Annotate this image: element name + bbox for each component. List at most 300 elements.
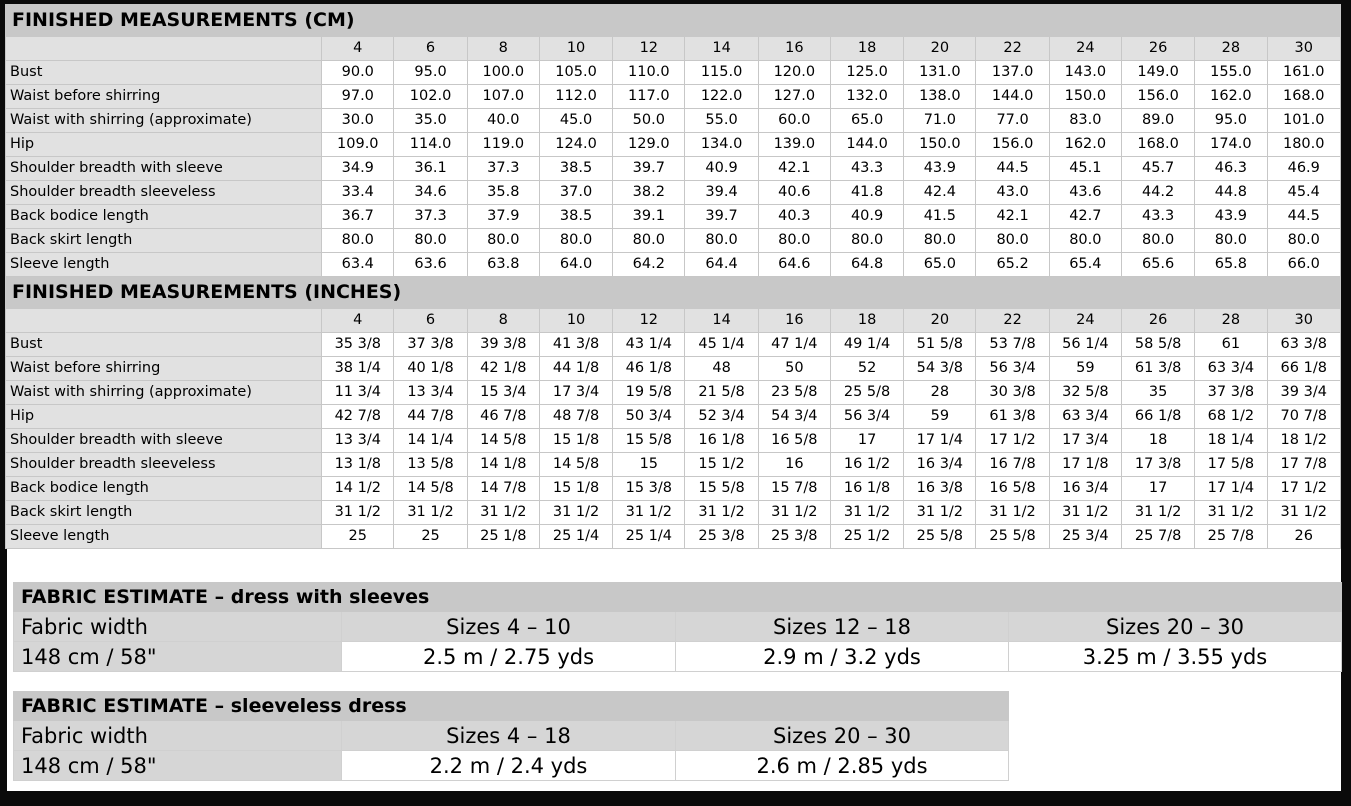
measurement-value: 43.0 [976,181,1049,205]
measurement-value: 40.9 [830,205,903,229]
measurement-value: 34.6 [394,181,467,205]
measurement-value: 31 1/2 [394,501,467,525]
size-header-blank [6,37,322,61]
measurement-value: 25 5/8 [976,525,1049,549]
measurement-value: 80.0 [1267,229,1341,253]
size-header-cell: 14 [685,37,758,61]
measurement-value: 41 3/8 [539,333,612,357]
size-header-cell: 26 [1121,309,1194,333]
measurement-value: 39 3/8 [467,333,539,357]
measurement-value: 17 [1121,477,1194,501]
measurement-value: 42.1 [758,157,830,181]
fabric-width-label: Fabric width [14,721,342,751]
measurement-value: 30 3/8 [976,381,1049,405]
measurement-value: 31 1/2 [1121,501,1194,525]
measurement-value: 143.0 [1049,61,1121,85]
measurement-value: 109.0 [322,133,394,157]
size-header-cell: 14 [685,309,758,333]
measurement-value: 37.3 [394,205,467,229]
measurement-value: 14 1/8 [467,453,539,477]
size-range-header: Sizes 4 – 18 [342,721,676,751]
fabric-estimate-sleeveless-table [13,691,1009,781]
measurement-value: 13 5/8 [394,453,467,477]
measurement-value: 30.0 [322,109,394,133]
measurement-value: 66.0 [1267,253,1341,277]
measurement-value: 66 1/8 [1121,405,1194,429]
measurement-value: 43.9 [904,157,976,181]
measurement-label: Bust [6,333,322,357]
fabric-width-value: 148 cm / 58" [14,642,342,672]
measurement-value: 25 3/8 [758,525,830,549]
measurement-value: 15 [613,453,685,477]
measurement-value: 25 3/8 [685,525,758,549]
measurement-label: Waist before shirring [6,85,322,109]
measurement-value: 50.0 [613,109,685,133]
measurement-value: 32 5/8 [1049,381,1121,405]
measurement-value: 16 3/4 [1049,477,1121,501]
measurement-value: 101.0 [1267,109,1341,133]
fabric-estimate-sleeves-table [13,582,1342,672]
measurement-value: 14 5/8 [539,453,612,477]
measurement-value: 17 [830,429,903,453]
measurement-value: 51 5/8 [904,333,976,357]
measurement-value: 80.0 [976,229,1049,253]
measurement-value: 47 1/4 [758,333,830,357]
measurement-value: 60.0 [758,109,830,133]
table-row [6,381,1341,405]
measurement-value: 15 5/8 [613,429,685,453]
measurement-value: 14 5/8 [467,429,539,453]
measurement-value: 21 5/8 [685,381,758,405]
measurement-value: 161.0 [1267,61,1341,85]
fabric-amount: 2.9 m / 3.2 yds [676,642,1009,672]
measurement-value: 124.0 [539,133,612,157]
size-header-cell: 22 [976,37,1049,61]
measurement-label: Hip [6,133,322,157]
measurement-value: 45.4 [1267,181,1341,205]
measurement-value: 180.0 [1267,133,1341,157]
measurement-value: 31 1/2 [830,501,903,525]
measurement-value: 132.0 [830,85,903,109]
measurement-value: 13 1/8 [322,453,394,477]
measurement-value: 37.0 [539,181,612,205]
measurement-value: 117.0 [613,85,685,109]
measurement-value: 31 1/2 [758,501,830,525]
measurement-value: 90.0 [322,61,394,85]
measurement-value: 28 [904,381,976,405]
measurement-value: 15 1/8 [539,429,612,453]
measurement-value: 25 1/4 [539,525,612,549]
measurement-value: 16 7/8 [976,453,1049,477]
measurement-value: 80.0 [613,229,685,253]
table-row [6,453,1341,477]
table-row [6,501,1341,525]
section-title: FINISHED MEASUREMENTS (CM) [6,5,1341,37]
measurement-value: 115.0 [685,61,758,85]
measurement-value: 38.2 [613,181,685,205]
measurement-value: 95.0 [394,61,467,85]
measurement-value: 25 [394,525,467,549]
measurement-label: Hip [6,405,322,429]
measurement-value: 110.0 [613,61,685,85]
measurement-value: 18 1/4 [1195,429,1267,453]
measurement-value: 65.4 [1049,253,1121,277]
measurement-value: 59 [904,405,976,429]
size-header-cell: 10 [539,37,612,61]
measurement-value: 149.0 [1121,61,1194,85]
measurement-value: 38.5 [539,205,612,229]
size-header-cell: 16 [758,37,830,61]
measurement-value: 144.0 [976,85,1049,109]
measurement-value: 42 1/8 [467,357,539,381]
measurement-value: 64.4 [685,253,758,277]
measurement-value: 16 [758,453,830,477]
measurement-value: 15 3/8 [613,477,685,501]
size-header-cell: 28 [1195,309,1267,333]
measurement-value: 54 3/8 [904,357,976,381]
measurement-value: 45.1 [1049,157,1121,181]
size-header-cell: 26 [1121,37,1194,61]
measurement-value: 63.4 [322,253,394,277]
measurement-value: 15 3/4 [467,381,539,405]
measurement-value: 46 7/8 [467,405,539,429]
measurement-value: 39 3/4 [1267,381,1341,405]
measurement-value: 65.0 [830,109,903,133]
measurement-value: 80.0 [539,229,612,253]
measurement-value: 137.0 [976,61,1049,85]
measurement-value: 31 1/2 [1267,501,1341,525]
measurement-value: 125.0 [830,61,903,85]
measurement-value: 95.0 [1195,109,1267,133]
measurement-label: Shoulder breadth sleeveless [6,453,322,477]
measurement-value: 49 1/4 [830,333,903,357]
size-header-cell: 18 [830,309,903,333]
measurement-value: 80.0 [1049,229,1121,253]
measurement-value: 144.0 [830,133,903,157]
measurement-value: 26 [1267,525,1341,549]
size-header-cell: 30 [1267,37,1341,61]
size-header-cell: 8 [467,309,539,333]
measurement-value: 46.9 [1267,157,1341,181]
measurement-value: 14 1/2 [322,477,394,501]
measurement-value: 131.0 [904,61,976,85]
measurement-label: Shoulder breadth with sleeve [6,157,322,181]
measurement-value: 37.3 [467,157,539,181]
measurement-value: 17 1/4 [1195,477,1267,501]
measurement-value: 17 3/8 [1121,453,1194,477]
measurement-value: 120.0 [758,61,830,85]
measurement-label: Waist with shirring (approximate) [6,109,322,133]
table-row [6,405,1341,429]
measurement-value: 13 3/4 [394,381,467,405]
table-row [6,157,1341,181]
size-header-cell: 22 [976,309,1049,333]
measurement-value: 39.7 [685,205,758,229]
measurement-value: 54 3/4 [758,405,830,429]
measurement-label: Back bodice length [6,477,322,501]
finished-measurements-table [5,4,1341,549]
measurement-value: 80.0 [1195,229,1267,253]
measurement-value: 80.0 [685,229,758,253]
measurement-value: 43.3 [830,157,903,181]
measurement-value: 134.0 [685,133,758,157]
measurement-value: 52 [830,357,903,381]
measurement-value: 80.0 [394,229,467,253]
measurement-value: 38.5 [539,157,612,181]
measurement-value: 43.9 [1195,205,1267,229]
measurement-value: 31 1/2 [1049,501,1121,525]
measurement-value: 43.3 [1121,205,1194,229]
measurement-value: 58 5/8 [1121,333,1194,357]
measurement-value: 59 [1049,357,1121,381]
measurement-value: 70 7/8 [1267,405,1341,429]
table-row [6,109,1341,133]
measurement-value: 65.6 [1121,253,1194,277]
measurement-value: 52 3/4 [685,405,758,429]
fabric-amount: 2.5 m / 2.75 yds [342,642,676,672]
measurement-label: Back skirt length [6,501,322,525]
size-header-cell: 12 [613,309,685,333]
size-header-blank [6,309,322,333]
size-header-row [6,37,1341,61]
size-header-cell: 6 [394,309,467,333]
measurement-value: 41.5 [904,205,976,229]
measurement-value: 43.6 [1049,181,1121,205]
measurement-value: 83.0 [1049,109,1121,133]
measurement-value: 18 1/2 [1267,429,1341,453]
measurement-value: 15 5/8 [685,477,758,501]
measurement-value: 155.0 [1195,61,1267,85]
size-header-cell: 28 [1195,37,1267,61]
measurement-value: 64.8 [830,253,903,277]
size-header-row [6,309,1341,333]
measurement-value: 43 1/4 [613,333,685,357]
measurement-value: 80.0 [758,229,830,253]
measurement-value: 48 [685,357,758,381]
table-row [6,85,1341,109]
measurement-value: 13 3/4 [322,429,394,453]
table-row [6,181,1341,205]
measurement-value: 31 1/2 [685,501,758,525]
measurement-value: 44.5 [1267,205,1341,229]
measurement-value: 25 1/8 [467,525,539,549]
measurement-value: 46 1/8 [613,357,685,381]
measurement-value: 42.7 [1049,205,1121,229]
fabric-amount: 2.6 m / 2.85 yds [676,751,1009,781]
measurement-label: Bust [6,61,322,85]
measurement-value: 17 3/4 [539,381,612,405]
measurement-value: 41.8 [830,181,903,205]
measurement-value: 80.0 [322,229,394,253]
measurement-value: 64.6 [758,253,830,277]
measurement-value: 15 1/8 [539,477,612,501]
measurement-value: 97.0 [322,85,394,109]
measurement-value: 80.0 [830,229,903,253]
size-range-header: Sizes 20 – 30 [676,721,1009,751]
measurement-value: 139.0 [758,133,830,157]
measurement-value: 61 3/8 [976,405,1049,429]
measurement-value: 102.0 [394,85,467,109]
measurement-value: 168.0 [1121,133,1194,157]
measurement-value: 66 1/8 [1267,357,1341,381]
measurement-value: 17 7/8 [1267,453,1341,477]
measurement-value: 31 1/2 [613,501,685,525]
measurement-value: 16 3/8 [904,477,976,501]
measurement-value: 17 1/8 [1049,453,1121,477]
measurement-value: 25 7/8 [1195,525,1267,549]
measurement-value: 44.2 [1121,181,1194,205]
measurement-value: 63 3/4 [1049,405,1121,429]
table-row [6,61,1341,85]
measurement-value: 65.8 [1195,253,1267,277]
measurement-value: 39.4 [685,181,758,205]
measurement-value: 37 3/8 [394,333,467,357]
measurement-value: 64.2 [613,253,685,277]
measurement-value: 35.8 [467,181,539,205]
measurement-value: 50 3/4 [613,405,685,429]
measurement-value: 114.0 [394,133,467,157]
measurement-value: 40.3 [758,205,830,229]
measurement-value: 61 3/8 [1121,357,1194,381]
measurement-value: 31 1/2 [539,501,612,525]
size-header-cell: 24 [1049,37,1121,61]
table-row [6,133,1341,157]
measurement-value: 150.0 [904,133,976,157]
table-row [6,333,1341,357]
measurement-value: 56 3/4 [830,405,903,429]
measurement-value: 56 1/4 [1049,333,1121,357]
measurement-value: 31 1/2 [904,501,976,525]
measurement-value: 31 1/2 [1195,501,1267,525]
measurement-value: 25 5/8 [904,525,976,549]
measurement-value: 65.0 [904,253,976,277]
measurement-label: Back bodice length [6,205,322,229]
measurement-value: 25 5/8 [830,381,903,405]
measurement-value: 17 5/8 [1195,453,1267,477]
table-row [6,205,1341,229]
measurement-value: 14 5/8 [394,477,467,501]
measurement-value: 17 1/4 [904,429,976,453]
measurement-value: 55.0 [685,109,758,133]
measurement-value: 18 [1121,429,1194,453]
measurement-value: 25 [322,525,394,549]
measurement-value: 39.1 [613,205,685,229]
measurement-value: 15 1/2 [685,453,758,477]
table-row [6,253,1341,277]
fabric-amount: 2.2 m / 2.4 yds [342,751,676,781]
size-header-cell: 16 [758,309,830,333]
measurement-value: 44.8 [1195,181,1267,205]
measurement-value: 45.7 [1121,157,1194,181]
measurement-value: 129.0 [613,133,685,157]
table-row [6,229,1341,253]
measurement-value: 162.0 [1049,133,1121,157]
size-header-cell: 20 [904,37,976,61]
measurement-value: 31 1/2 [467,501,539,525]
measurement-value: 100.0 [467,61,539,85]
measurement-value: 77.0 [976,109,1049,133]
size-header-cell: 18 [830,37,903,61]
measurement-value: 19 5/8 [613,381,685,405]
measurement-value: 16 5/8 [758,429,830,453]
table-row [6,477,1341,501]
measurement-value: 156.0 [1121,85,1194,109]
fabric-width-value: 148 cm / 58" [14,751,342,781]
measurement-value: 16 5/8 [976,477,1049,501]
table-row [6,429,1341,453]
measurement-value: 64.0 [539,253,612,277]
measurement-value: 25 1/4 [613,525,685,549]
measurement-value: 105.0 [539,61,612,85]
measurement-value: 38 1/4 [322,357,394,381]
measurement-value: 42.1 [976,205,1049,229]
measurement-value: 36.1 [394,157,467,181]
measurement-value: 44.5 [976,157,1049,181]
measurement-value: 14 1/4 [394,429,467,453]
measurement-value: 31 1/2 [322,501,394,525]
measurement-value: 15 7/8 [758,477,830,501]
fabric-amount: 3.25 m / 3.55 yds [1009,642,1342,672]
measurement-value: 25 1/2 [830,525,903,549]
measurement-value: 168.0 [1267,85,1341,109]
measurement-value: 11 3/4 [322,381,394,405]
measurement-value: 16 3/4 [904,453,976,477]
measurement-value: 63 3/8 [1267,333,1341,357]
measurement-value: 25 7/8 [1121,525,1194,549]
section-title: FINISHED MEASUREMENTS (INCHES) [6,277,1341,309]
measurement-value: 45 1/4 [685,333,758,357]
measurement-value: 35 [1121,381,1194,405]
table-row [6,525,1341,549]
measurement-value: 122.0 [685,85,758,109]
measurement-value: 40.0 [467,109,539,133]
measurement-value: 150.0 [1049,85,1121,109]
measurement-value: 35 3/8 [322,333,394,357]
measurement-label: Back skirt length [6,229,322,253]
measurement-value: 36.7 [322,205,394,229]
fabric-width-label: Fabric width [14,612,342,642]
measurement-value: 44 1/8 [539,357,612,381]
measurement-value: 46.3 [1195,157,1267,181]
measurement-value: 17 1/2 [1267,477,1341,501]
size-header-cell: 12 [613,37,685,61]
measurement-value: 50 [758,357,830,381]
measurement-value: 56 3/4 [976,357,1049,381]
measurement-value: 68 1/2 [1195,405,1267,429]
measurement-value: 16 1/8 [685,429,758,453]
size-header-cell: 4 [322,37,394,61]
size-range-header: Sizes 20 – 30 [1009,612,1342,642]
measurement-value: 16 1/2 [830,453,903,477]
measurement-value: 63 3/4 [1195,357,1267,381]
measurement-value: 162.0 [1195,85,1267,109]
measurement-label: Waist with shirring (approximate) [6,381,322,405]
measurement-value: 61 [1195,333,1267,357]
measurement-value: 107.0 [467,85,539,109]
measurement-value: 45.0 [539,109,612,133]
measurement-label: Shoulder breadth sleeveless [6,181,322,205]
size-header-cell: 4 [322,309,394,333]
measurement-value: 48 7/8 [539,405,612,429]
measurement-value: 80.0 [467,229,539,253]
size-range-header: Sizes 12 – 18 [676,612,1009,642]
measurement-value: 35.0 [394,109,467,133]
measurement-label: Sleeve length [6,253,322,277]
measurement-value: 65.2 [976,253,1049,277]
measurement-value: 53 7/8 [976,333,1049,357]
measurement-value: 34.9 [322,157,394,181]
measurement-value: 127.0 [758,85,830,109]
